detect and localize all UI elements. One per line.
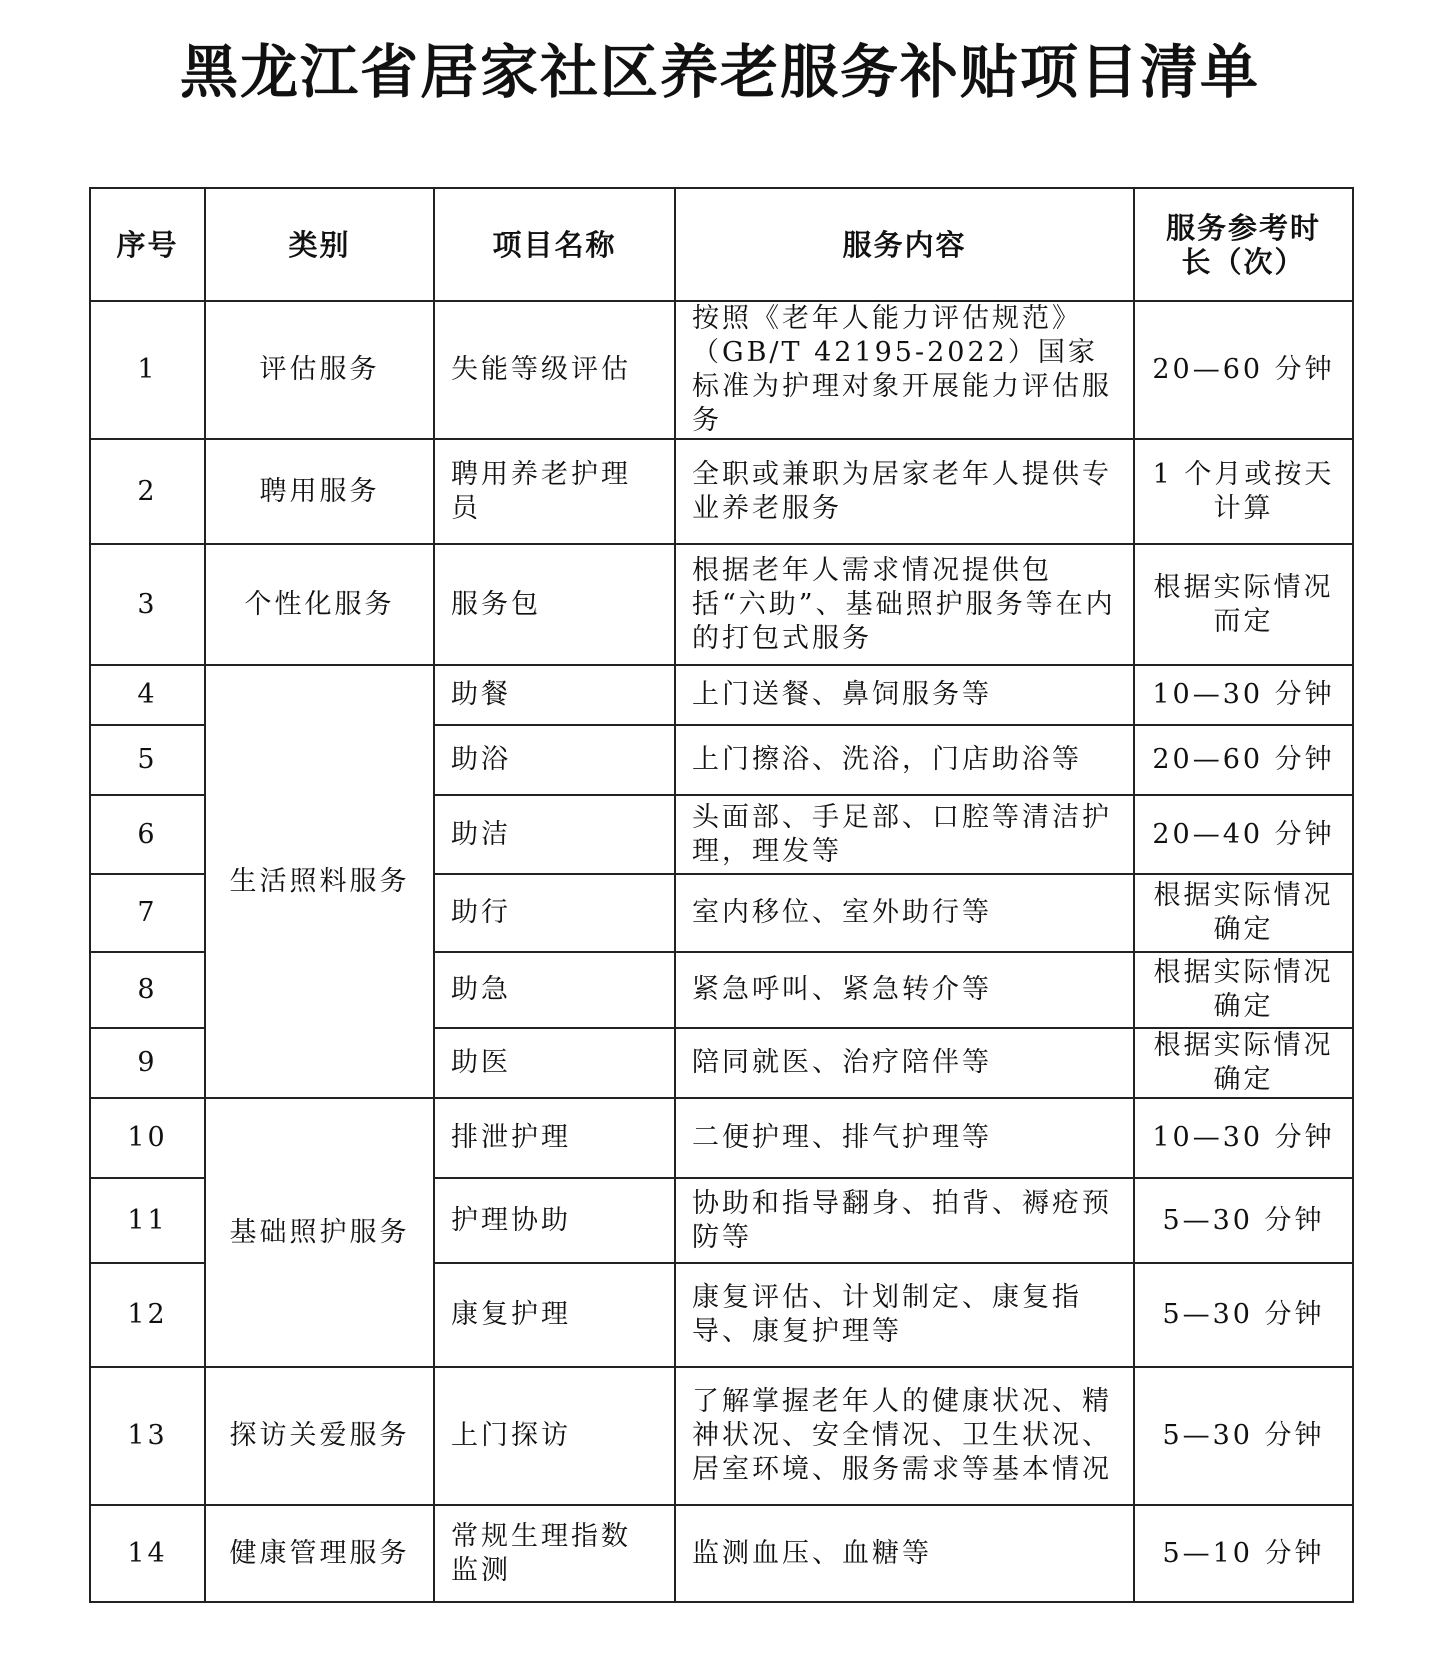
row-no: 13 [90,1367,205,1505]
row-name: 助行 [434,874,675,952]
row-duration: 根据实际情况而定 [1134,544,1353,665]
row-name: 服务包 [434,544,675,665]
table-row [90,665,1353,725]
table-row [90,544,1353,665]
row-duration: 根据实际情况确定 [1134,952,1353,1028]
row-content: 康复评估、计划制定、康复指导、康复护理等 [675,1263,1134,1367]
row-category: 探访关爱服务 [205,1367,434,1505]
table-row [90,1367,1353,1505]
row-no: 4 [90,665,205,725]
row-no: 10 [90,1098,205,1178]
header-duration: 服务参考时长（次） [1134,188,1353,301]
row-name: 上门探访 [434,1367,675,1505]
row-content: 头面部、手足部、口腔等清洁护理，理发等 [675,795,1134,874]
row-duration: 5—30 分钟 [1134,1178,1353,1263]
header-content: 服务内容 [675,188,1134,301]
row-category: 个性化服务 [205,544,434,665]
row-no: 14 [90,1505,205,1602]
table-header-row [90,188,1353,301]
row-content: 协助和指导翻身、拍背、褥疮预防等 [675,1178,1134,1263]
row-duration: 5—10 分钟 [1134,1505,1353,1602]
subsidy-table [89,187,1354,1603]
row-category: 健康管理服务 [205,1505,434,1602]
row-name: 常规生理指数监测 [434,1505,675,1602]
row-content: 全职或兼职为居家老年人提供专业养老服务 [675,439,1134,544]
row-no: 2 [90,439,205,544]
row-name: 聘用养老护理员 [434,439,675,544]
row-name: 助洁 [434,795,675,874]
row-content: 陪同就医、治疗陪伴等 [675,1028,1134,1098]
header-name: 项目名称 [434,188,675,301]
row-name: 助餐 [434,665,675,725]
table-row [90,439,1353,544]
row-no: 1 [90,301,205,439]
row-duration: 20—60 分钟 [1134,725,1353,795]
row-duration: 1 个月或按天计算 [1134,439,1353,544]
table-row [90,301,1353,439]
row-category: 基础照护服务 [205,1098,434,1367]
row-no: 6 [90,795,205,874]
row-category: 生活照料服务 [205,665,434,1098]
row-duration: 根据实际情况确定 [1134,874,1353,952]
row-content: 上门送餐、鼻饲服务等 [675,665,1134,725]
page-title: 黑龙江省居家社区养老服务补贴项目清单 [179,38,1260,106]
row-content: 根据老年人需求情况提供包括“六助”、基础照护服务等在内的打包式服务 [675,544,1134,665]
row-category: 聘用服务 [205,439,434,544]
row-no: 3 [90,544,205,665]
row-name: 助急 [434,952,675,1028]
row-content: 按照《老年人能力评估规范》（GB/T 42195-2022）国家标准为护理对象开展能力评估服务 [675,301,1134,439]
row-duration: 根据实际情况确定 [1134,1028,1353,1098]
row-no: 9 [90,1028,205,1098]
row-no: 11 [90,1178,205,1263]
row-name: 康复护理 [434,1263,675,1367]
row-category: 评估服务 [205,301,434,439]
row-content: 了解掌握老年人的健康状况、精神状况、安全情况、卫生状况、居室环境、服务需求等基本情况 [675,1367,1134,1505]
row-content: 二便护理、排气护理等 [675,1098,1134,1178]
row-duration: 10—30 分钟 [1134,665,1353,725]
row-content: 上门擦浴、洗浴，门店助浴等 [675,725,1134,795]
row-duration: 5—30 分钟 [1134,1367,1353,1505]
row-no: 12 [90,1263,205,1367]
row-duration: 20—60 分钟 [1134,301,1353,439]
table-row [90,1505,1353,1602]
row-name: 助浴 [434,725,675,795]
row-duration: 5—30 分钟 [1134,1263,1353,1367]
row-content: 紧急呼叫、紧急转介等 [675,952,1134,1028]
row-name: 失能等级评估 [434,301,675,439]
row-name: 助医 [434,1028,675,1098]
row-name: 护理协助 [434,1178,675,1263]
row-duration: 10—30 分钟 [1134,1098,1353,1178]
row-name: 排泄护理 [434,1098,675,1178]
row-no: 7 [90,874,205,952]
row-no: 5 [90,725,205,795]
row-no: 8 [90,952,205,1028]
row-content: 室内移位、室外助行等 [675,874,1134,952]
row-content: 监测血压、血糖等 [675,1505,1134,1602]
header-category: 类别 [205,188,434,301]
table-row [90,1098,1353,1178]
header-no: 序号 [90,188,205,301]
row-duration: 20—40 分钟 [1134,795,1353,874]
